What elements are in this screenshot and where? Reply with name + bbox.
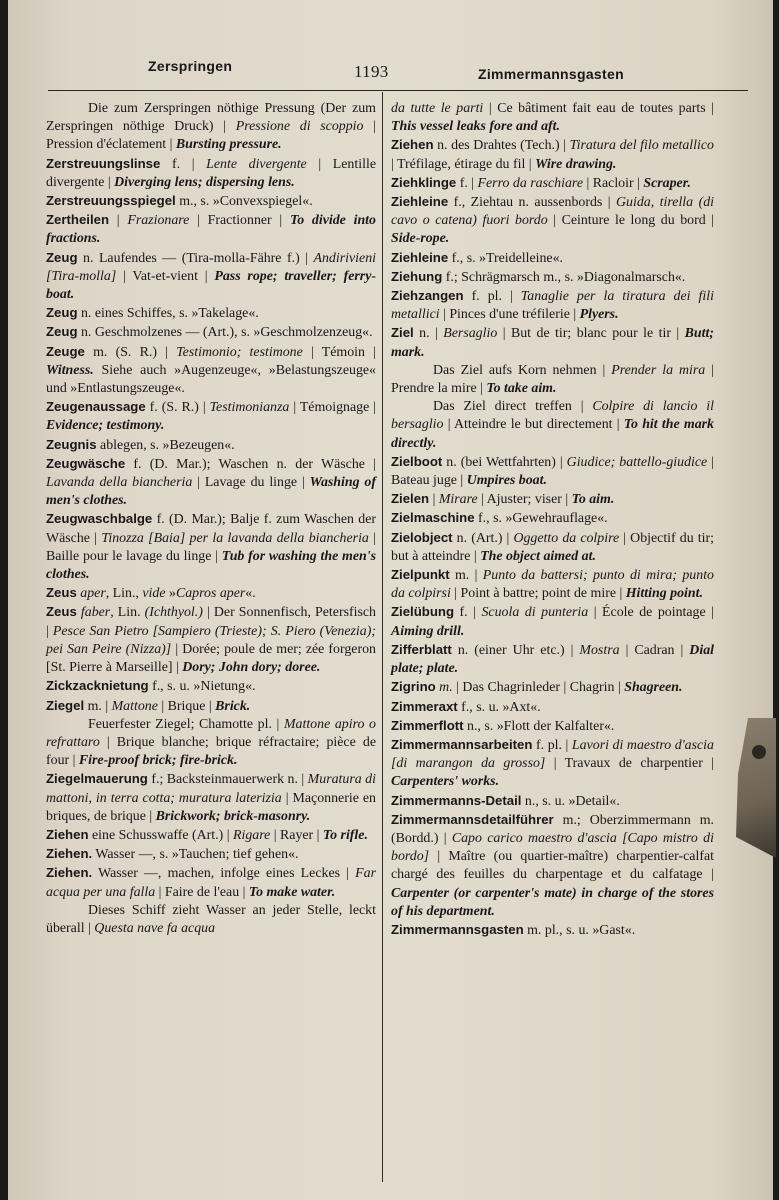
entry-text: f., s. u. »Axt«. xyxy=(457,699,541,715)
entry-translation: Testimonianza xyxy=(209,400,290,416)
entry-text: n., s. »Flott der Kalfalter«. xyxy=(463,718,615,734)
dictionary-entry xyxy=(391,453,714,490)
entry-text: » xyxy=(165,586,176,602)
dictionary-entry xyxy=(391,792,714,811)
entry-translation: Lavanda della biancheria xyxy=(46,475,193,491)
dictionary-entry xyxy=(391,641,714,678)
dictionary-entry xyxy=(391,921,714,940)
entry-translation: Wire drawing. xyxy=(535,156,617,172)
entry-headword: Zimmermanns-Detail xyxy=(391,792,522,808)
entry-headword: Ziegel xyxy=(46,697,85,713)
entry-text: Das Ziel aufs Korn nehmen | xyxy=(433,362,612,378)
entry-translation: Frazionare xyxy=(127,213,190,229)
entry-text: | xyxy=(429,492,439,508)
entry-text: f.; Schrägmarsch m., s. »Diagonalmarsch«. xyxy=(442,269,686,285)
entry-text: f. pl. | xyxy=(532,737,572,753)
entry-translation: Aiming drill. xyxy=(391,623,465,639)
entry-translation: Pass rope; traveller; ferry-boat. xyxy=(46,268,376,303)
entry-text: Feuerfester Ziegel; Chamotte pl. | xyxy=(88,716,284,732)
entry-translation: This vessel leaks fore and aft. xyxy=(391,119,560,135)
entry-headword: Ziehzangen xyxy=(391,288,464,304)
entry-text: f. (D. Mar.); Waschen n. der Wäsche | xyxy=(125,456,376,472)
dictionary-entry xyxy=(46,845,376,864)
entry-text: | Pression d'éclatement | xyxy=(46,119,376,153)
entry-translation: faber xyxy=(80,605,111,621)
entry-text: f. | xyxy=(456,175,478,191)
entry-headword: Zifferblatt xyxy=(391,641,452,657)
dictionary-entry xyxy=(46,249,376,305)
entry-text: | xyxy=(109,213,128,229)
entry-text: | Racloir | xyxy=(583,175,644,191)
entry-translation: Bursting pressure. xyxy=(175,137,282,153)
entry-translation: Witness. xyxy=(46,362,94,378)
entry-text: eine Schusswaffe (Art.) | xyxy=(88,827,233,843)
entry-translation: Shagreen. xyxy=(624,680,683,696)
dictionary-entry xyxy=(391,698,714,717)
entry-translation: Prender la mira xyxy=(611,362,706,378)
entry-translation: Mirare xyxy=(438,492,478,508)
entry-translation: Testimonio; testimone xyxy=(176,344,303,360)
entry-translation: Mattone xyxy=(111,698,158,714)
dictionary-entry xyxy=(391,249,714,268)
dictionary-entry xyxy=(46,192,376,211)
dictionary-entry xyxy=(391,268,714,287)
dictionary-entry xyxy=(391,287,714,324)
dictionary-entry xyxy=(46,323,376,342)
binder-clip-hole xyxy=(752,745,766,759)
entry-text: m., s. »Convexspiegel«. xyxy=(175,194,313,210)
entry-text: | Rayer | xyxy=(270,827,323,843)
entry-translation: aper xyxy=(80,586,106,602)
entry-headword: Ziehen xyxy=(391,137,434,153)
entry-text: f. (S. R.) | xyxy=(145,400,210,416)
left-column xyxy=(46,100,376,938)
entry-text: | Prendre la mire | xyxy=(391,362,715,397)
entry-headword: Zimmeraxt xyxy=(391,698,458,714)
dictionary-entry xyxy=(391,811,714,921)
entry-translation: The object aimed at. xyxy=(480,548,596,564)
entry-text: | Bateau juge | xyxy=(391,454,714,489)
entry-headword: Zeugwaschbalge xyxy=(46,511,153,527)
dictionary-entry xyxy=(391,193,714,249)
entry-translation: Carpenter (or carpenter's mate) in charge of the stores of his department. xyxy=(391,885,714,919)
entry-text: | Ceinture le long du bord | xyxy=(547,213,714,229)
entry-headword: Zielübung xyxy=(391,604,454,620)
entry-translation: Ferro da raschiare xyxy=(477,175,583,191)
dictionary-entry xyxy=(46,510,376,584)
entry-translation: Tanaglie per la tiratura dei fili metallici xyxy=(391,289,714,323)
dictionary-entry xyxy=(391,362,714,398)
entry-text: n. eines Schiffes, s. »Takelage«. xyxy=(77,306,259,322)
entry-text: | Fractionner | xyxy=(189,213,290,229)
entry-translation: Tinozza [Baia] per la lavanda della biancheria xyxy=(101,530,369,546)
entry-translation: Punto da battersi; punto di mira; punto da colpirsi xyxy=(391,568,714,602)
page-number: 1193 xyxy=(354,62,389,81)
dictionary-entry xyxy=(46,677,376,696)
entry-translation: Mattone apiro o refrattaro xyxy=(46,716,376,750)
dictionary-entry xyxy=(46,864,376,901)
entry-text: f., Ziehtau n. aussenbords | xyxy=(448,195,617,211)
entry-translation: Side-rope. xyxy=(391,231,450,247)
entry-text: f., s. »Treidelleine«. xyxy=(448,250,564,266)
entry-headword: Zeug xyxy=(46,305,78,321)
entry-translation: Tiratura del filo metallico xyxy=(569,138,714,154)
entry-headword: Zielboot xyxy=(391,453,443,469)
dictionary-entry xyxy=(46,770,376,826)
entry-text: Wasser —, s. »Tauchen; tief gehen«. xyxy=(92,847,299,863)
entry-translation: Bersaglio xyxy=(443,326,498,342)
dictionary-entry xyxy=(46,343,376,399)
entry-translation: Dial plate; plate. xyxy=(391,642,714,677)
entry-headword: Zeug xyxy=(46,324,78,340)
entry-translation: Lente divergente xyxy=(206,156,307,172)
entry-headword: Zeus xyxy=(46,604,77,620)
entry-translation: Oggetto da colpire xyxy=(513,530,620,546)
entry-translation: Guida, tirella (di cavo o catena) fuori bordo xyxy=(391,195,714,229)
entry-text: | Faire de l'eau | xyxy=(155,884,249,900)
dictionary-entry xyxy=(46,603,376,677)
entry-headword: Zimmermannsarbeiten xyxy=(391,736,533,752)
entry-translation: To divide into fractions. xyxy=(46,213,376,247)
entry-text: Dieses Schiff zieht Wasser an jeder Stelle, leckt überall | xyxy=(46,902,376,936)
dictionary-entry xyxy=(391,398,714,453)
dictionary-entry xyxy=(46,398,376,435)
dictionary-entry xyxy=(46,826,376,845)
entry-text: m. pl., s. u. »Gast«. xyxy=(523,922,636,938)
entry-text: | Pinces d'une tréfilerie | xyxy=(439,307,580,323)
entry-text: | Cadran | xyxy=(619,642,690,658)
entry-text: n. | xyxy=(413,326,444,342)
dictionary-entry xyxy=(391,529,714,566)
entry-text: n., s. u. »Detail«. xyxy=(521,793,620,809)
entry-headword: Ziehklinge xyxy=(391,174,457,190)
entry-translation: To rifle. xyxy=(322,827,368,843)
dictionary-page xyxy=(8,0,773,1200)
entry-headword: Ziehen. xyxy=(46,846,93,862)
entry-text: Wasser —, machen, infolge eines Leckes | xyxy=(92,866,356,882)
entry-translation: Plyers. xyxy=(579,307,619,323)
entry-headword: Zielen xyxy=(391,491,430,507)
entry-headword: Ziehen xyxy=(46,826,89,842)
dictionary-entry xyxy=(46,716,376,771)
entry-headword: Zielobject xyxy=(391,529,453,545)
entry-translation: To aim. xyxy=(571,492,615,508)
dictionary-entry xyxy=(391,678,714,697)
entry-text: n. (bei Wettfahrten) | xyxy=(442,454,567,470)
entry-text: Das Ziel direct treffen | xyxy=(433,399,593,415)
entry-translation: Mostra xyxy=(579,642,620,658)
entry-translation: To hit the mark directly. xyxy=(391,417,714,451)
entry-translation: Pesce San Pietro [Sampiero (Trieste); S. Piero (Venezia); pei San Peire (Nizza)] xyxy=(46,623,376,657)
entry-text: «. xyxy=(245,586,256,602)
dictionary-entry xyxy=(46,211,376,248)
entry-text: n. (Art.) | xyxy=(452,530,514,546)
entry-translation: Muratura di mattoni, in terra cotta; muratura laterizia xyxy=(46,772,376,806)
entry-text: | Maçonnerie en briques, de brique | xyxy=(46,790,376,824)
dictionary-entry xyxy=(46,697,376,716)
entry-translation: m. xyxy=(439,680,453,696)
dictionary-entry xyxy=(391,509,714,528)
entry-headword: Ziegelmauerung xyxy=(46,771,148,787)
entry-text: f., s. »Gewehrauflage«. xyxy=(474,511,608,527)
entry-text: | Lentille divergente | xyxy=(46,156,376,190)
entry-text: f. | xyxy=(160,156,207,172)
dictionary-entry xyxy=(391,736,714,792)
entry-text: f. | xyxy=(454,605,482,621)
entry-translation: Washing of men's clothes. xyxy=(46,475,376,509)
dictionary-entry xyxy=(391,566,714,603)
entry-translation: Giudice; battello-giudice xyxy=(566,454,708,470)
entry-text: | Objectif du tir; but à atteindre | xyxy=(391,530,714,564)
entry-text: Siehe auch »Augenzeuge«, »Belastungszeuge« und »Entlastungszeuge«. xyxy=(46,362,376,397)
entry-text: f. (D. Mar.); Balje f. zum Waschen der Wäsche | xyxy=(46,512,376,546)
entry-text: | But de tir; blanc pour le tir | xyxy=(497,326,685,342)
entry-headword: Zielpunkt xyxy=(391,567,450,583)
entry-translation: Umpires boat. xyxy=(466,473,547,489)
entry-headword: Zeug xyxy=(46,249,78,265)
header-right-word: Zimmermannsgasten xyxy=(478,66,624,82)
entry-headword: Zimmerflott xyxy=(391,717,464,733)
dictionary-entry xyxy=(391,603,714,640)
entry-headword: Zeus xyxy=(46,585,77,601)
dictionary-entry xyxy=(46,100,376,155)
entry-text: | Lavage du linge | xyxy=(192,475,310,491)
entry-headword: Zeugenaussage xyxy=(46,399,146,415)
running-header xyxy=(48,52,748,91)
entry-text: | Ajuster; viser | xyxy=(477,492,572,508)
entry-headword: Zeugnis xyxy=(46,436,97,452)
entry-text: n. Geschmolzenes — (Art.), s. »Geschmolzenzeug«. xyxy=(77,325,373,341)
entry-text: Die zum Zerspringen nöthige Pressung (Der zum Zerspringen nöthige Druck) | xyxy=(46,101,376,135)
entry-translation: Butt; mark. xyxy=(391,326,714,360)
entry-text: | Der Sonnenfisch, Petersfisch | xyxy=(46,605,376,639)
entry-translation: Brickwork; brick-masonry. xyxy=(155,808,311,824)
entry-translation: Diverging lens; dispersing lens. xyxy=(114,174,295,190)
entry-text: n. (einer Uhr etc.) | xyxy=(451,642,580,658)
dictionary-entry xyxy=(391,490,714,509)
entry-translation: Evidence; testimony. xyxy=(46,418,165,434)
entry-text: f.; Backsteinmauerwerk n. | xyxy=(147,772,308,788)
entry-headword: Zeugwäsche xyxy=(46,455,126,471)
entry-headword: Zigrino xyxy=(391,679,436,695)
entry-text: n. des Drahtes (Tech.) | xyxy=(433,138,570,154)
entry-text: f. pl. | xyxy=(463,289,521,305)
entry-text: | Brique | xyxy=(157,698,216,714)
entry-text: | Atteindre le but directement | xyxy=(443,417,624,433)
entry-headword: Ziehleine xyxy=(391,249,449,265)
entry-headword: Ziel xyxy=(391,325,414,341)
entry-text: | Brique blanche; brique réfractaire; pièce de four | xyxy=(46,734,376,769)
entry-translation: Brick. xyxy=(215,698,251,714)
dictionary-entry xyxy=(46,902,376,938)
entry-translation: To make water. xyxy=(248,884,336,900)
entry-text: m. (S. R.) | xyxy=(84,344,177,360)
dictionary-entry xyxy=(391,324,714,361)
entry-headword: Zerstreuungslinse xyxy=(46,155,161,171)
dictionary-entry xyxy=(46,455,376,511)
entry-text: m. | xyxy=(84,698,112,714)
entry-text: | Dorée; poule de mer; zée forgeron [St. Pierre à Marseille] | xyxy=(46,641,376,676)
entry-text: | Travaux de charpentier | xyxy=(545,756,714,772)
entry-text: , Lin. xyxy=(110,605,145,621)
entry-text: | École de pointage | xyxy=(588,605,714,621)
entry-text: | Das Chagrinleder | Chagrin | xyxy=(452,680,625,696)
entry-headword: Zimmermannsgasten xyxy=(391,921,524,937)
entry-text: m.; Oberzimmermann m. (Bordd.) | xyxy=(391,812,714,846)
entry-headword: Zertheilen xyxy=(46,212,110,228)
entry-text: | Vat-et-vient | xyxy=(116,268,215,284)
entry-text: | Ce bâtiment fait eau de toutes parts | xyxy=(483,101,714,116)
entry-text: | Point à battre; point de mire | xyxy=(450,586,626,602)
dictionary-entry xyxy=(46,584,376,603)
entry-text: , Lin., xyxy=(105,586,143,602)
entry-headword: Ziehen. xyxy=(46,865,93,881)
entry-translation: Scuola di punteria xyxy=(481,605,589,621)
column-divider xyxy=(382,92,383,1182)
entry-translation: Rigare xyxy=(232,827,271,843)
entry-text: f., s. u. »Nietung«. xyxy=(148,679,256,695)
entry-text: | Maître (ou quartier-maître) charpentier-calfat chargé des feuilles du charpentage et du calfatage | xyxy=(391,849,714,883)
entry-headword: Zerstreuungsspiegel xyxy=(46,193,176,209)
entry-headword: Zimmermannsdetailführer xyxy=(391,811,554,827)
entry-text: m. | xyxy=(449,568,483,584)
dictionary-entry xyxy=(391,174,714,193)
dictionary-entry xyxy=(391,717,714,736)
entry-text: n. Laufendes — (Tira-molla-Fähre f.) | xyxy=(77,250,314,266)
entry-translation: vide xyxy=(142,586,166,602)
entry-translation: Pressione di scoppio xyxy=(235,119,364,135)
entry-headword: Zielmaschine xyxy=(391,510,475,526)
entry-text: ablegen, s. »Bezeugen«. xyxy=(96,437,235,453)
entry-translation: Dory; John dory; doree. xyxy=(182,660,321,676)
dictionary-entry xyxy=(46,304,376,323)
entry-headword: Ziehleine xyxy=(391,194,449,210)
dictionary-entry xyxy=(46,436,376,455)
entry-text: | Tréfilage, étirage du fil | xyxy=(391,156,536,172)
entry-translation: Tub for washing the men's clothes. xyxy=(46,548,376,583)
right-column xyxy=(391,100,714,940)
entry-translation: Andirivieni [Tira-molla] xyxy=(46,250,376,284)
entry-translation: da tutte le parti xyxy=(391,101,484,116)
entry-translation: (Ichthyol.) xyxy=(144,605,203,621)
header-left-word: Zerspringen xyxy=(148,58,233,74)
entry-headword: Zeuge xyxy=(46,343,85,359)
entry-translation: Scraper. xyxy=(643,175,691,191)
entry-translation: Fire-proof brick; fire-brick. xyxy=(78,753,238,769)
entry-translation: Colpire di lancio il bersaglio xyxy=(391,399,715,433)
entry-text: | Baille pour le lavage du linge | xyxy=(46,530,376,564)
dictionary-entry xyxy=(391,100,714,136)
entry-translation: Capros aper xyxy=(175,586,246,602)
dictionary-entry xyxy=(46,155,376,192)
entry-headword: Ziehung xyxy=(391,268,443,284)
entry-translation: Far acqua per una falla xyxy=(46,866,376,900)
dictionary-entry xyxy=(391,136,714,173)
entry-translation: Hitting point. xyxy=(625,586,703,602)
entry-text: | Témoignage | xyxy=(289,400,376,416)
entry-translation: Lavori di maestro d'ascia [di marangon da grosso] xyxy=(391,737,714,772)
entry-headword: Zickzacknietung xyxy=(46,678,149,694)
entry-text: | Témoin | xyxy=(302,344,376,360)
entry-translation: To take aim. xyxy=(486,381,557,397)
entry-translation: Carpenters' works. xyxy=(391,774,500,790)
entry-translation: Questa nave fa acqua xyxy=(94,920,216,936)
entry-translation: Capo carico maestro d'ascia [Capo mistro di bordo] xyxy=(391,830,714,865)
